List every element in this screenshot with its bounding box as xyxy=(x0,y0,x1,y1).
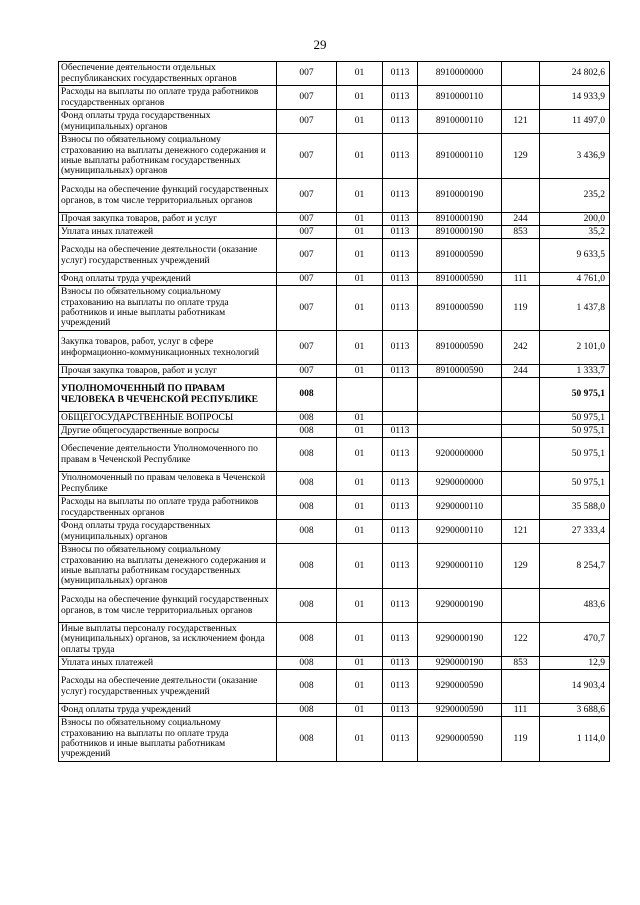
row-target-article: 9290000000 xyxy=(418,472,502,496)
page-number: 29 xyxy=(313,37,327,52)
row-expense-type: 853 xyxy=(502,657,540,670)
row-subsection: 0113 xyxy=(383,623,418,657)
table-row xyxy=(59,623,610,657)
table-row xyxy=(59,239,610,273)
row-subsection: 0113 xyxy=(383,226,418,239)
row-target-article xyxy=(418,425,502,438)
row-admin-code: 008 xyxy=(277,472,337,496)
row-amount: 50 975,1 xyxy=(540,412,610,425)
row-section: 01 xyxy=(337,425,383,438)
row-section: 01 xyxy=(337,331,383,365)
row-expense-type: 853 xyxy=(502,226,540,239)
row-amount: 50 975,1 xyxy=(540,438,610,472)
table-row xyxy=(59,286,610,331)
row-subsection: 0113 xyxy=(383,286,418,331)
row-amount: 50 975,1 xyxy=(540,425,610,438)
table-row xyxy=(59,213,610,226)
row-admin-code: 007 xyxy=(277,331,337,365)
table-row xyxy=(59,331,610,365)
table-row xyxy=(59,438,610,472)
row-subsection: 0113 xyxy=(383,331,418,365)
row-section: 01 xyxy=(337,704,383,717)
row-expense-type: 244 xyxy=(502,213,540,226)
row-name: Фонд оплаты труда государственных (муниципальных) органов xyxy=(59,520,277,544)
row-subsection: 0113 xyxy=(383,365,418,378)
table-body xyxy=(59,62,610,762)
row-name: Уплата иных платежей xyxy=(59,657,277,670)
row-amount: 1 333,7 xyxy=(540,365,610,378)
row-name: Уплата иных платежей xyxy=(59,226,277,239)
row-subsection: 0113 xyxy=(383,544,418,589)
row-subsection xyxy=(383,412,418,425)
row-expense-type xyxy=(502,670,540,704)
row-subsection: 0113 xyxy=(383,273,418,286)
row-expense-type xyxy=(502,179,540,213)
row-target-article: 8910000110 xyxy=(418,134,502,179)
row-section: 01 xyxy=(337,179,383,213)
row-amount: 3 436,9 xyxy=(540,134,610,179)
row-subsection: 0113 xyxy=(383,496,418,520)
row-name: УПОЛНОМОЧЕННЫЙ ПО ПРАВАМ ЧЕЛОВЕКА В ЧЕЧЕНСКОЙ РЕСПУБЛИКЕ xyxy=(59,378,277,412)
row-name: Расходы на обеспечение деятельности (оказание услуг) государственных учреждений xyxy=(59,239,277,273)
row-target-article: 8910000590 xyxy=(418,286,502,331)
row-amount: 2 101,0 xyxy=(540,331,610,365)
row-subsection: 0113 xyxy=(383,472,418,496)
row-subsection: 0113 xyxy=(383,62,418,86)
row-name: Прочая закупка товаров, работ и услуг xyxy=(59,213,277,226)
row-admin-code: 008 xyxy=(277,657,337,670)
row-section: 01 xyxy=(337,134,383,179)
row-amount: 14 933,9 xyxy=(540,86,610,110)
row-section: 01 xyxy=(337,286,383,331)
row-expense-type: 129 xyxy=(502,134,540,179)
table-row xyxy=(59,520,610,544)
row-target-article: 9290000110 xyxy=(418,520,502,544)
row-name: Расходы на обеспечение функций государственных органов, в том числе территориальных органов xyxy=(59,589,277,623)
table-row xyxy=(59,496,610,520)
row-target-article: 8910000590 xyxy=(418,365,502,378)
row-section: 01 xyxy=(337,110,383,134)
row-amount: 50 975,1 xyxy=(540,472,610,496)
row-name: Взносы по обязательному социальному страхованию на выплаты денежного содержания и иные выплаты работникам государственных (муниципальных) органов xyxy=(59,544,277,589)
table-row xyxy=(59,365,610,378)
row-expense-type xyxy=(502,378,540,412)
row-amount: 1 114,0 xyxy=(540,717,610,762)
row-expense-type: 129 xyxy=(502,544,540,589)
row-target-article: 9290000110 xyxy=(418,496,502,520)
row-expense-type: 121 xyxy=(502,520,540,544)
row-expense-type xyxy=(502,589,540,623)
row-amount: 11 497,0 xyxy=(540,110,610,134)
row-target-article xyxy=(418,378,502,412)
table-row xyxy=(59,62,610,86)
row-section: 01 xyxy=(337,520,383,544)
row-admin-code: 007 xyxy=(277,239,337,273)
row-target-article: 9200000000 xyxy=(418,438,502,472)
row-target-article: 8910000590 xyxy=(418,331,502,365)
row-amount: 35 588,0 xyxy=(540,496,610,520)
row-name: Расходы на обеспечение функций государственных органов, в том числе территориальных органов xyxy=(59,179,277,213)
row-admin-code: 008 xyxy=(277,412,337,425)
row-target-article xyxy=(418,412,502,425)
row-subsection: 0113 xyxy=(383,425,418,438)
row-admin-code: 008 xyxy=(277,717,337,762)
row-subsection: 0113 xyxy=(383,239,418,273)
row-name: Расходы на выплаты по оплате труда работников государственных органов xyxy=(59,496,277,520)
row-target-article: 8910000110 xyxy=(418,110,502,134)
row-expense-type xyxy=(502,239,540,273)
row-admin-code: 007 xyxy=(277,179,337,213)
row-admin-code: 008 xyxy=(277,544,337,589)
row-expense-type: 119 xyxy=(502,717,540,762)
row-amount: 235,2 xyxy=(540,179,610,213)
row-target-article: 8910000000 xyxy=(418,62,502,86)
row-subsection: 0113 xyxy=(383,213,418,226)
row-admin-code: 007 xyxy=(277,226,337,239)
row-expense-type: 121 xyxy=(502,110,540,134)
row-name: Взносы по обязательному социальному страхованию на выплаты по оплате труда работников и иные выплаты работникам учреждений xyxy=(59,717,277,762)
table-row xyxy=(59,670,610,704)
row-amount: 483,6 xyxy=(540,589,610,623)
row-target-article: 8910000590 xyxy=(418,239,502,273)
row-admin-code: 008 xyxy=(277,378,337,412)
row-amount: 8 254,7 xyxy=(540,544,610,589)
table-row xyxy=(59,425,610,438)
table-row xyxy=(59,704,610,717)
row-name: Фонд оплаты труда учреждений xyxy=(59,704,277,717)
row-target-article: 9290000190 xyxy=(418,589,502,623)
row-target-article: 8910000190 xyxy=(418,179,502,213)
row-amount: 24 802,6 xyxy=(540,62,610,86)
row-admin-code: 008 xyxy=(277,425,337,438)
row-subsection: 0113 xyxy=(383,86,418,110)
table-row xyxy=(59,86,610,110)
row-admin-code: 008 xyxy=(277,438,337,472)
row-section: 01 xyxy=(337,670,383,704)
budget-table xyxy=(58,61,610,762)
row-name: Взносы по обязательному социальному страхованию на выплаты денежного содержания и иные выплаты работникам государственных (муниципальных) органов xyxy=(59,134,277,179)
row-name: Фонд оплаты труда государственных (муниципальных) органов xyxy=(59,110,277,134)
row-expense-type xyxy=(502,472,540,496)
row-name: Уполномоченный по правам человека в Чеченской Республике xyxy=(59,472,277,496)
row-section: 01 xyxy=(337,657,383,670)
row-subsection xyxy=(383,378,418,412)
row-admin-code: 007 xyxy=(277,213,337,226)
row-section: 01 xyxy=(337,62,383,86)
row-subsection: 0113 xyxy=(383,670,418,704)
row-expense-type xyxy=(502,438,540,472)
row-name: Расходы на обеспечение деятельности (оказание услуг) государственных учреждений xyxy=(59,670,277,704)
row-expense-type xyxy=(502,425,540,438)
row-admin-code: 007 xyxy=(277,273,337,286)
row-name: Закупка товаров, работ, услуг в сфере информационно-коммуникационных технологий xyxy=(59,331,277,365)
row-subsection: 0113 xyxy=(383,717,418,762)
row-expense-type: 119 xyxy=(502,286,540,331)
table-row xyxy=(59,179,610,213)
row-subsection: 0113 xyxy=(383,589,418,623)
row-section: 01 xyxy=(337,273,383,286)
table-row xyxy=(59,226,610,239)
row-expense-type xyxy=(502,86,540,110)
row-name: Обеспечение деятельности Уполномоченного по правам в Чеченской Республике xyxy=(59,438,277,472)
table-row xyxy=(59,717,610,762)
row-section: 01 xyxy=(337,438,383,472)
row-target-article: 9290000190 xyxy=(418,657,502,670)
table-row xyxy=(59,544,610,589)
row-expense-type: 242 xyxy=(502,331,540,365)
row-name: Другие общегосударственные вопросы xyxy=(59,425,277,438)
row-section: 01 xyxy=(337,717,383,762)
row-expense-type: 111 xyxy=(502,273,540,286)
row-target-article: 9290000590 xyxy=(418,670,502,704)
row-expense-type xyxy=(502,412,540,425)
row-amount: 470,7 xyxy=(540,623,610,657)
row-subsection: 0113 xyxy=(383,134,418,179)
row-expense-type: 244 xyxy=(502,365,540,378)
row-section: 01 xyxy=(337,589,383,623)
row-name: Иные выплаты персоналу государственных (муниципальных) органов, за исключением фонда оплаты труда xyxy=(59,623,277,657)
row-admin-code: 007 xyxy=(277,86,337,110)
row-amount: 35,2 xyxy=(540,226,610,239)
row-name: Прочая закупка товаров, работ и услуг xyxy=(59,365,277,378)
row-subsection: 0113 xyxy=(383,179,418,213)
row-section: 01 xyxy=(337,226,383,239)
row-admin-code: 008 xyxy=(277,670,337,704)
row-name: Расходы на выплаты по оплате труда работников государственных органов xyxy=(59,86,277,110)
table-row xyxy=(59,472,610,496)
row-amount: 27 333,4 xyxy=(540,520,610,544)
row-amount: 4 761,0 xyxy=(540,273,610,286)
row-target-article: 8910000190 xyxy=(418,226,502,239)
row-name: ОБЩЕГОСУДАРСТВЕННЫЕ ВОПРОСЫ xyxy=(59,412,277,425)
row-section: 01 xyxy=(337,86,383,110)
row-expense-type xyxy=(502,62,540,86)
row-amount: 1 437,8 xyxy=(540,286,610,331)
row-admin-code: 008 xyxy=(277,704,337,717)
row-section: 01 xyxy=(337,213,383,226)
row-admin-code: 007 xyxy=(277,365,337,378)
row-expense-type xyxy=(502,496,540,520)
row-admin-code: 008 xyxy=(277,623,337,657)
row-subsection: 0113 xyxy=(383,520,418,544)
row-admin-code: 007 xyxy=(277,134,337,179)
row-section: 01 xyxy=(337,365,383,378)
row-name: Фонд оплаты труда учреждений xyxy=(59,273,277,286)
row-expense-type: 111 xyxy=(502,704,540,717)
table-row xyxy=(59,589,610,623)
row-section: 01 xyxy=(337,544,383,589)
row-admin-code: 008 xyxy=(277,589,337,623)
row-admin-code: 008 xyxy=(277,496,337,520)
row-section: 01 xyxy=(337,412,383,425)
row-name: Взносы по обязательному социальному страхованию на выплаты по оплате труда работников и иные выплаты работникам учреждений xyxy=(59,286,277,331)
row-target-article: 8910000110 xyxy=(418,86,502,110)
row-target-article: 8910000590 xyxy=(418,273,502,286)
row-target-article: 9290000590 xyxy=(418,717,502,762)
row-expense-type: 122 xyxy=(502,623,540,657)
row-target-article: 9290000590 xyxy=(418,704,502,717)
row-subsection: 0113 xyxy=(383,438,418,472)
row-amount: 9 633,5 xyxy=(540,239,610,273)
table-row xyxy=(59,378,610,412)
row-amount: 200,0 xyxy=(540,213,610,226)
row-target-article: 8910000190 xyxy=(418,213,502,226)
table-row xyxy=(59,657,610,670)
row-name: Обеспечение деятельности отдельных республиканских государственных органов xyxy=(59,62,277,86)
row-subsection: 0113 xyxy=(383,110,418,134)
table-row xyxy=(59,273,610,286)
row-admin-code: 007 xyxy=(277,62,337,86)
row-amount: 3 688,6 xyxy=(540,704,610,717)
row-subsection: 0113 xyxy=(383,704,418,717)
row-section xyxy=(337,378,383,412)
table-row xyxy=(59,412,610,425)
row-admin-code: 008 xyxy=(277,520,337,544)
row-section: 01 xyxy=(337,623,383,657)
row-section: 01 xyxy=(337,239,383,273)
row-section: 01 xyxy=(337,472,383,496)
row-target-article: 9290000110 xyxy=(418,544,502,589)
row-section: 01 xyxy=(337,496,383,520)
table-row xyxy=(59,134,610,179)
row-subsection: 0113 xyxy=(383,657,418,670)
row-amount: 12,9 xyxy=(540,657,610,670)
row-amount: 50 975,1 xyxy=(540,378,610,412)
row-admin-code: 007 xyxy=(277,110,337,134)
row-amount: 14 903,4 xyxy=(540,670,610,704)
row-admin-code: 007 xyxy=(277,286,337,331)
row-target-article: 9290000190 xyxy=(418,623,502,657)
table-row xyxy=(59,110,610,134)
